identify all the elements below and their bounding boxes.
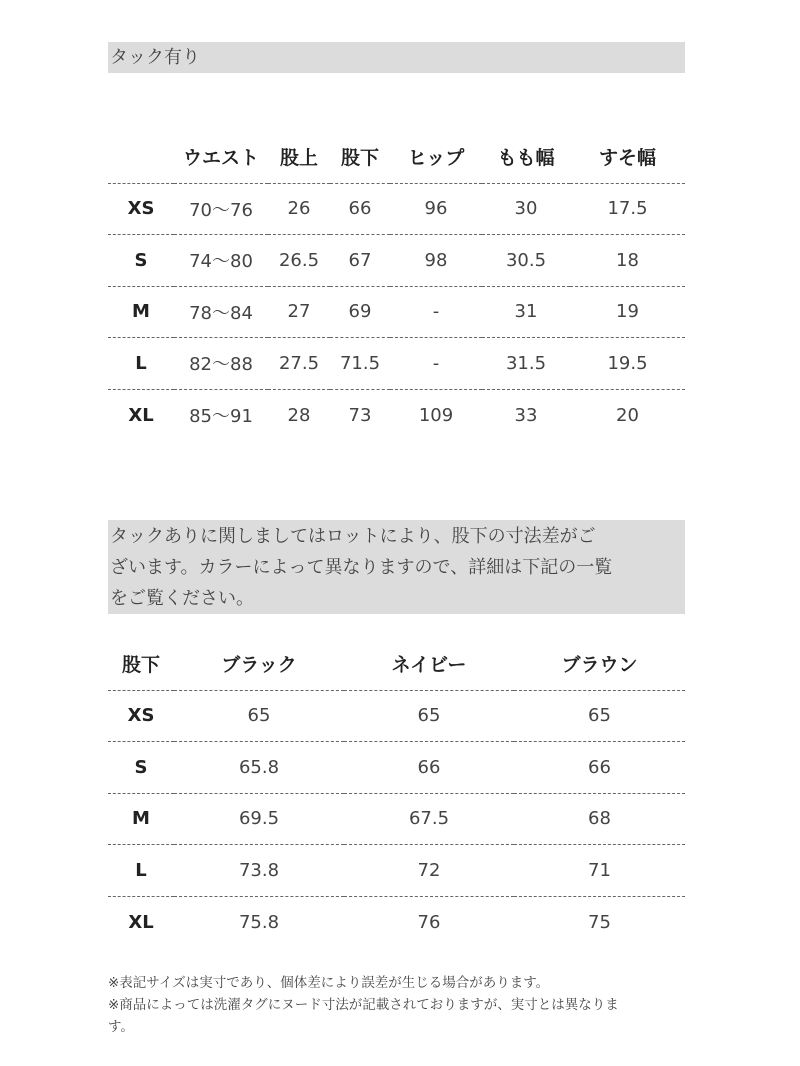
header-hip: ヒップ	[407, 147, 465, 170]
cell: 76	[417, 911, 441, 933]
size-label: S	[134, 249, 148, 271]
size-label: M	[132, 301, 150, 323]
cell: 67.5	[408, 808, 450, 830]
cell: 78〜84	[189, 302, 253, 324]
cell: 65	[588, 705, 611, 727]
table-row	[108, 286, 685, 338]
cell: 70〜76	[189, 199, 253, 221]
cell: 17.5	[607, 198, 648, 220]
cell: 69	[348, 301, 372, 323]
cell: 30	[514, 198, 538, 220]
section-title: タック有り	[108, 42, 685, 73]
note-line: ざいます。カラーによって異なりますので、詳細は下記の一覧	[110, 557, 613, 578]
cell: 27.5	[278, 352, 320, 374]
cell: 65	[417, 705, 441, 727]
cell: 67	[348, 249, 372, 271]
size-label: L	[135, 352, 147, 374]
inseam-table	[108, 638, 685, 948]
size-table	[108, 131, 685, 441]
size-label: XS	[127, 198, 155, 220]
cell: 109	[418, 404, 454, 426]
table-row	[108, 338, 685, 390]
inseam-note	[108, 520, 685, 614]
header-black: ブラック	[221, 654, 297, 677]
header-rise: 股上	[279, 147, 318, 170]
inseam-table-header	[108, 638, 685, 690]
size-label: XL	[128, 911, 154, 933]
cell: 74〜80	[189, 251, 253, 273]
header-brown: ブラウン	[561, 654, 638, 677]
cell: 75	[588, 911, 611, 933]
cell: 66	[588, 756, 611, 778]
note-line: タックありに関しましてはロットにより、股下の寸法差がご	[110, 526, 596, 547]
cell: 66	[417, 756, 441, 778]
cell: 75.8	[238, 911, 280, 933]
cell: 85〜91	[189, 406, 253, 427]
table-row	[108, 183, 685, 235]
table-row	[108, 235, 685, 287]
cell: 19.5	[607, 352, 648, 374]
size-label: M	[132, 808, 150, 830]
cell: 31.5	[505, 352, 547, 374]
header-waist: ウエスト	[182, 147, 259, 170]
table-row	[108, 389, 685, 441]
cell: 18	[616, 249, 639, 271]
footnote: す。	[108, 1019, 134, 1035]
table-row	[108, 896, 685, 948]
size-table-header	[108, 131, 685, 183]
cell: 71	[588, 859, 611, 881]
header-hem: すそ幅	[598, 147, 656, 170]
header-inseam: 股下	[340, 147, 379, 170]
size-label: S	[134, 756, 148, 778]
cell: 28	[287, 404, 311, 426]
footnote: ※商品によっては洗濯タグにヌード寸法が記載されておりますが、実寸とは異なりま	[108, 997, 619, 1013]
cell: 98	[424, 249, 448, 271]
cell: 73.8	[238, 859, 280, 881]
cell: 69.5	[238, 808, 280, 830]
cell: 66	[348, 198, 372, 220]
cell: 19	[616, 301, 639, 323]
header-corner	[108, 131, 174, 183]
note-line: をご覧ください。	[110, 588, 254, 609]
cell: 73	[348, 404, 372, 426]
table-row	[108, 793, 685, 845]
size-label: XS	[127, 705, 155, 727]
footnote: ※表記サイズは実寸であり、個体差により誤差が生じる場合があります。	[108, 975, 550, 991]
cell: 26.5	[278, 249, 320, 271]
header-thigh: もも幅	[497, 147, 555, 170]
header-inseam: 股下	[121, 654, 160, 677]
cell: 65.8	[238, 756, 280, 778]
cell: 72	[417, 859, 441, 881]
cell: -	[432, 352, 440, 374]
cell: 68	[588, 808, 611, 830]
footnotes	[108, 972, 693, 1038]
cell: 65	[247, 705, 271, 727]
cell: 33	[514, 404, 538, 426]
header-navy: ネイビー	[391, 654, 467, 677]
cell: 96	[424, 198, 448, 220]
cell: 82〜88	[189, 354, 253, 376]
table-row	[108, 742, 685, 794]
cell: 31	[514, 301, 538, 323]
size-label: L	[135, 859, 147, 881]
cell: 26	[287, 198, 311, 220]
table-row	[108, 845, 685, 897]
size-label: XL	[128, 404, 154, 426]
cell: 71.5	[339, 352, 381, 374]
cell: 27	[287, 301, 311, 323]
cell: 30.5	[505, 249, 547, 271]
cell: 20	[616, 404, 639, 426]
cell: -	[432, 301, 440, 323]
table-row	[108, 690, 685, 742]
